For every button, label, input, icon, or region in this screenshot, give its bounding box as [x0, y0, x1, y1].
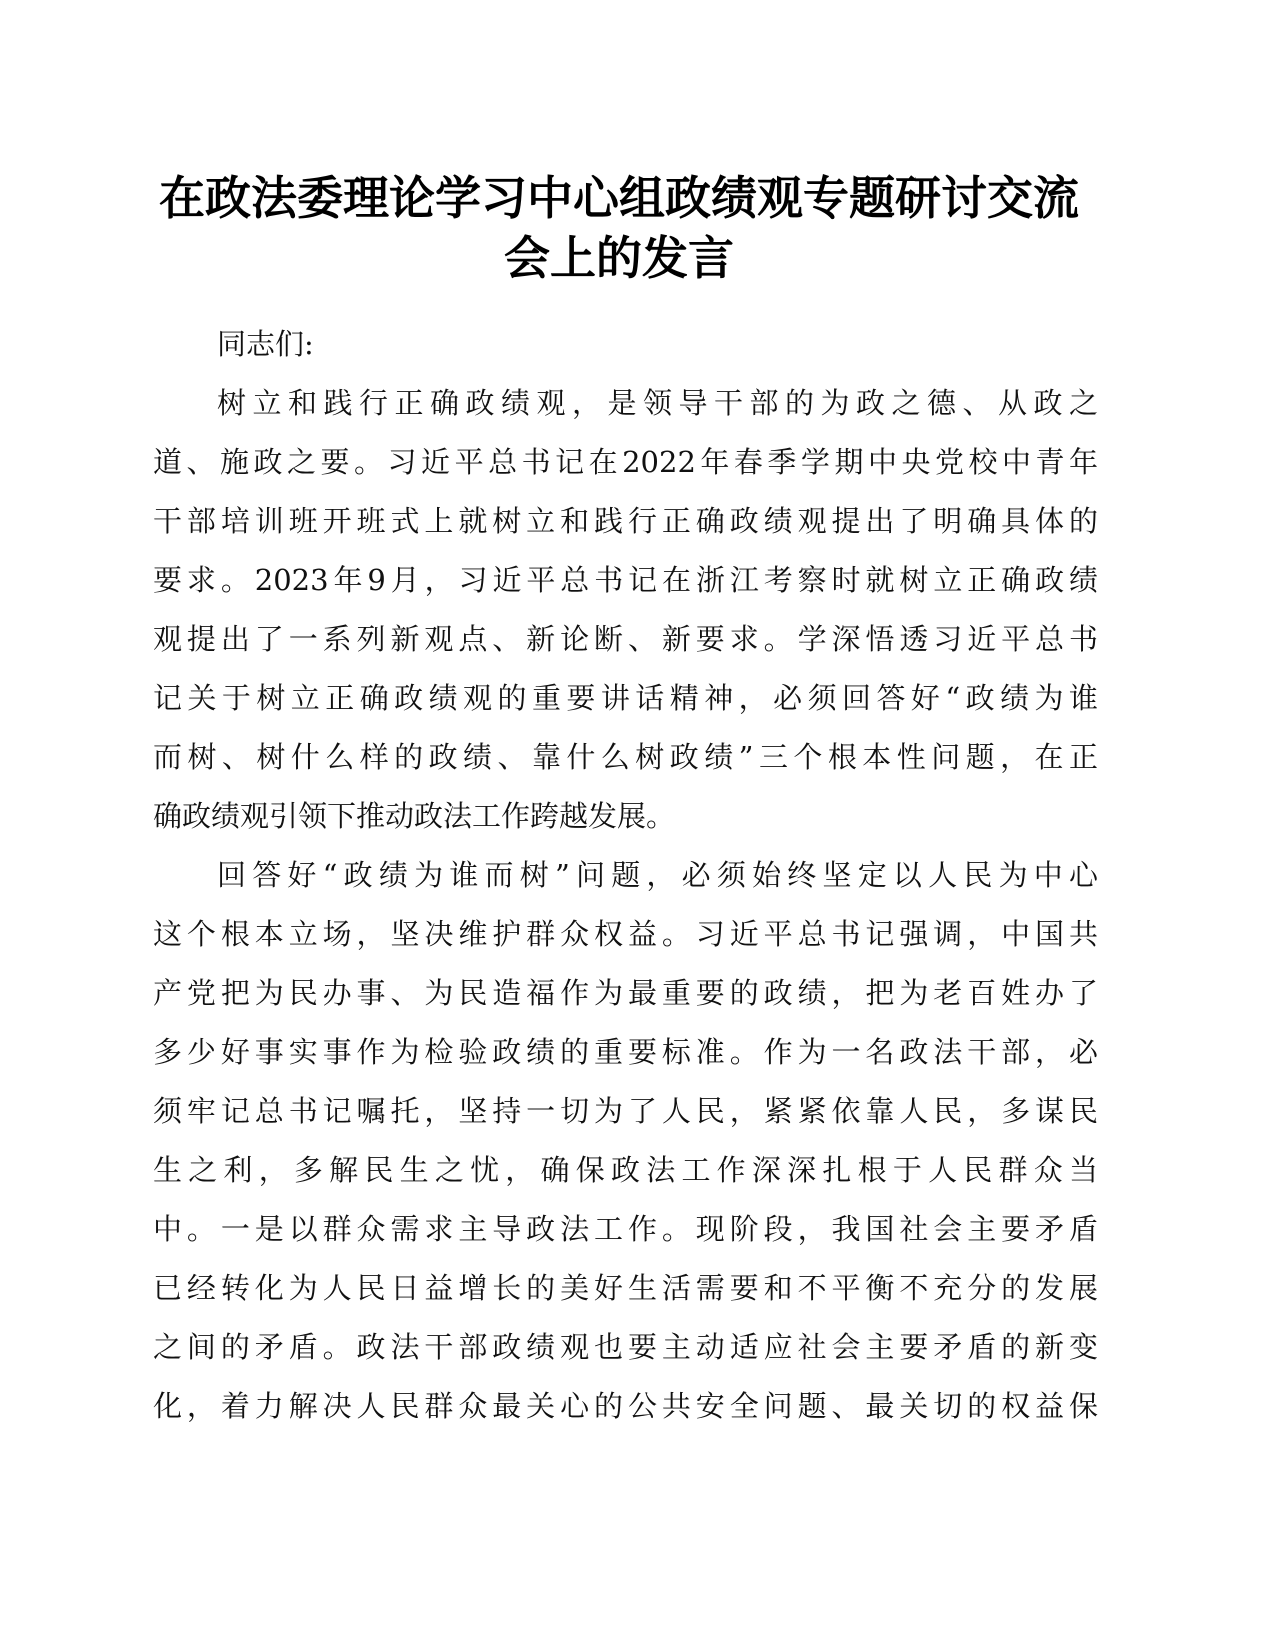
paragraph-line: 须牢记总书记嘱托，坚持一切为了人民，紧紧依靠人民，多谋民	[153, 1094, 1098, 1128]
document-title	[150, 168, 1088, 288]
salutation: 同志们:	[217, 327, 314, 361]
paragraph-line: 之间的矛盾。政法干部政绩观也要主动适应社会主要矛盾的新变	[153, 1330, 1098, 1364]
paragraph-line: 干部培训班开班式上就树立和践行正确政绩观提出了明确具体的	[153, 504, 1098, 538]
paragraph-line: 回答好“政绩为谁而树”问题，必须始终坚定以人民为中心	[217, 858, 1098, 892]
paragraph-line: 观提出了一系列新观点、新论断、新要求。学深悟透习近平总书	[153, 622, 1098, 656]
paragraph-line: 化，着力解决人民群众最关心的公共安全问题、最关切的权益保	[153, 1389, 1098, 1423]
paragraph-1	[153, 374, 1098, 846]
paragraph-line: 已经转化为人民日益增长的美好生活需要和不平衡不充分的发展	[153, 1271, 1098, 1305]
paragraph-line: 记关于树立正确政绩观的重要讲话精神，必须回答好“政绩为谁	[153, 681, 1098, 715]
paragraph-line: 道、施政之要。习近平总书记在2022年春季学期中央党校中青年	[153, 445, 1098, 479]
document-body	[153, 315, 1098, 1436]
title-line-1: 在政法委理论学习中心组政绩观专题研讨交流	[159, 171, 1079, 225]
paragraph-2	[153, 846, 1098, 1436]
paragraph-line: 生之利，多解民生之忧，确保政法工作深深扎根于人民群众当	[153, 1153, 1098, 1187]
paragraph-line: 树立和践行正确政绩观，是领导干部的为政之德、从政之	[217, 386, 1098, 420]
paragraph-line: 确政绩观引领下推动政法工作跨越发展。	[153, 799, 676, 833]
paragraph-line: 要求。2023年9月，习近平总书记在浙江考察时就树立正确政绩	[153, 563, 1098, 597]
paragraph-line: 多少好事实事作为检验政绩的重要标准。作为一名政法干部，必	[153, 1035, 1098, 1069]
paragraph-line: 而树、树什么样的政绩、靠什么树政绩”三个根本性问题，在正	[153, 740, 1098, 774]
paragraph-line: 产党把为民办事、为民造福作为最重要的政绩，把为老百姓办了	[153, 976, 1098, 1010]
title-line-2: 会上的发言	[504, 231, 734, 285]
paragraph-line: 这个根本立场，坚决维护群众权益。习近平总书记强调，中国共	[153, 917, 1098, 951]
paragraph-line: 中。一是以群众需求主导政法工作。现阶段，我国社会主要矛盾	[153, 1212, 1098, 1246]
